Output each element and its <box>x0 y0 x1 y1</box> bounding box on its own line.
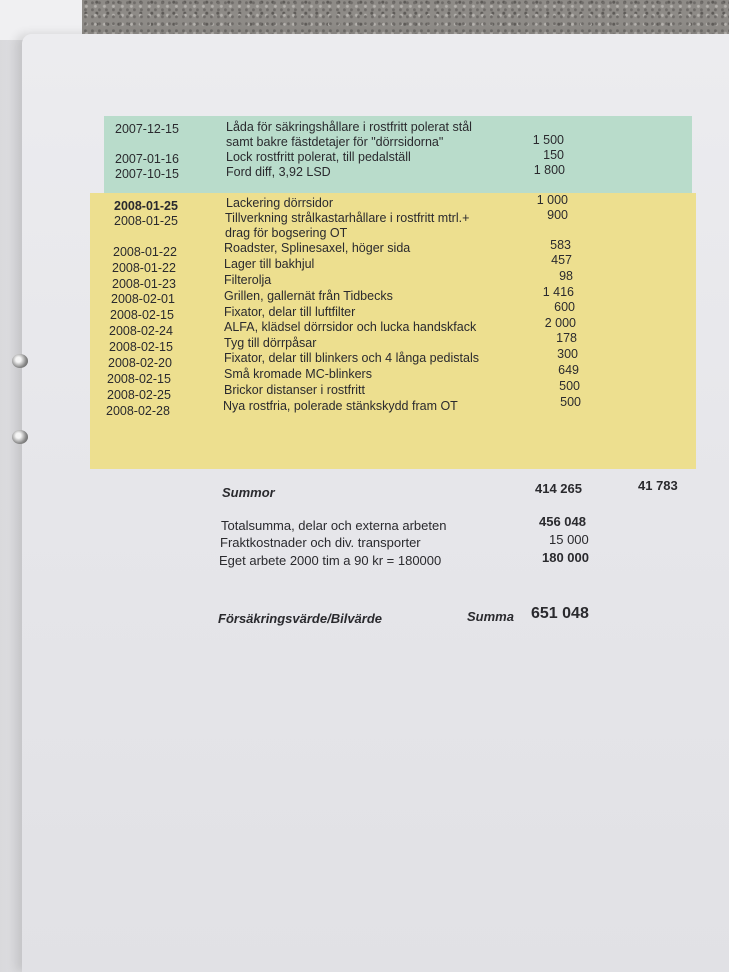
entry-date: 2008-01-25 <box>114 214 178 228</box>
entry-amount: 178 <box>556 331 577 345</box>
entry-date: 2008-02-15 <box>107 372 171 386</box>
own-work-label: Eget arbete 2000 tim a 90 kr = 180000 <box>219 553 442 568</box>
entry-date: 2007-01-16 <box>115 152 179 166</box>
freight-label: Fraktkostnader och div. transporter <box>220 535 421 550</box>
entry-date: 2008-02-01 <box>111 292 175 306</box>
entry-description: Fixator, delar till blinkers och 4 långa pedistals <box>224 351 479 365</box>
total-label: Totalsumma, delar och externa arbeten <box>221 518 447 533</box>
entry-description: Brickor distanser i rostfritt <box>224 383 366 397</box>
entry-date: 2008-02-20 <box>108 356 172 370</box>
entry-amount: 300 <box>557 347 578 361</box>
entry-date: 2008-02-28 <box>106 404 170 418</box>
entry-amount: 583 <box>550 238 571 252</box>
entry-amount: 2 000 <box>544 316 576 330</box>
entry-description: Nya rostfria, polerade stänkskydd fram OT <box>223 399 458 413</box>
entry-date: 2008-02-25 <box>107 388 171 402</box>
entry-date: 2008-02-15 <box>110 308 174 322</box>
binder-ring-icon <box>12 430 28 444</box>
summor-value-1: 414 265 <box>535 481 582 496</box>
entry-description: Låda för säkringshållare i rostfritt polerat stål <box>226 120 472 134</box>
entry-amount: 1 800 <box>533 163 565 177</box>
summor-label: Summor <box>222 485 275 500</box>
own-work-value: 180 000 <box>542 550 589 565</box>
entry-amount: 98 <box>559 269 573 283</box>
entry-description: Tillverkning strålkastarhållare i rostfritt mtrl.+ <box>225 211 470 225</box>
entry-description: Fixator, delar till luftfilter <box>224 305 356 319</box>
entry-amount: 1 000 <box>536 193 568 207</box>
entry-description: Roadster, Splinesaxel, höger sida <box>224 241 411 255</box>
entry-description: Grillen, gallernät från Tidbecks <box>224 289 393 303</box>
entry-amount: 900 <box>547 208 568 222</box>
entry-date: 2008-02-15 <box>109 340 173 354</box>
entry-amount: 1 416 <box>542 285 574 299</box>
entry-date: 2007-10-15 <box>115 167 179 181</box>
entry-description: Tyg till dörrpåsar <box>224 336 317 350</box>
entry-date: 2007-12-15 <box>115 122 179 136</box>
freight-value: 15 000 <box>549 532 589 547</box>
entry-date: 2008-01-23 <box>112 277 176 291</box>
entry-amount: 457 <box>551 253 572 267</box>
entry-amount: 150 <box>543 148 564 162</box>
entry-description: Lock rostfritt polerat, till pedalställ <box>226 150 411 164</box>
total-value: 456 048 <box>539 514 586 529</box>
entry-amount: 649 <box>558 363 579 377</box>
entry-description: Lager till bakhjul <box>224 257 315 271</box>
entry-amount: 500 <box>560 395 581 409</box>
summor-value-2: 41 783 <box>638 478 678 493</box>
entry-date: 2008-02-24 <box>109 324 173 338</box>
entry-date: 2008-01-25 <box>114 199 178 213</box>
entry-description: ALFA, klädsel dörrsidor och lucka handskfack <box>224 320 477 334</box>
entry-description: Filterolja <box>224 273 272 287</box>
entry-description-cont: drag för bogsering OT <box>225 226 348 240</box>
entry-date: 2008-01-22 <box>113 245 177 259</box>
entry-date: 2008-01-22 <box>112 261 176 275</box>
entry-amount: 600 <box>554 300 575 314</box>
entry-description-cont: samt bakre fästdetajer för "dörrsidorna" <box>226 135 444 149</box>
entry-description: Små kromade MC-blinkers <box>224 367 372 381</box>
entry-description: Lackering dörrsidor <box>226 196 333 210</box>
entry-amount: 500 <box>559 379 580 393</box>
entry-amount: 1 500 <box>532 133 564 147</box>
binder-ring-icon <box>12 354 28 368</box>
entry-description: Ford diff, 3,92 LSD <box>226 165 331 179</box>
summa-value: 651 048 <box>531 605 589 622</box>
summa-label: Summa <box>467 609 514 624</box>
insurance-label: Försäkringsvärde/Bilvärde <box>218 611 383 626</box>
